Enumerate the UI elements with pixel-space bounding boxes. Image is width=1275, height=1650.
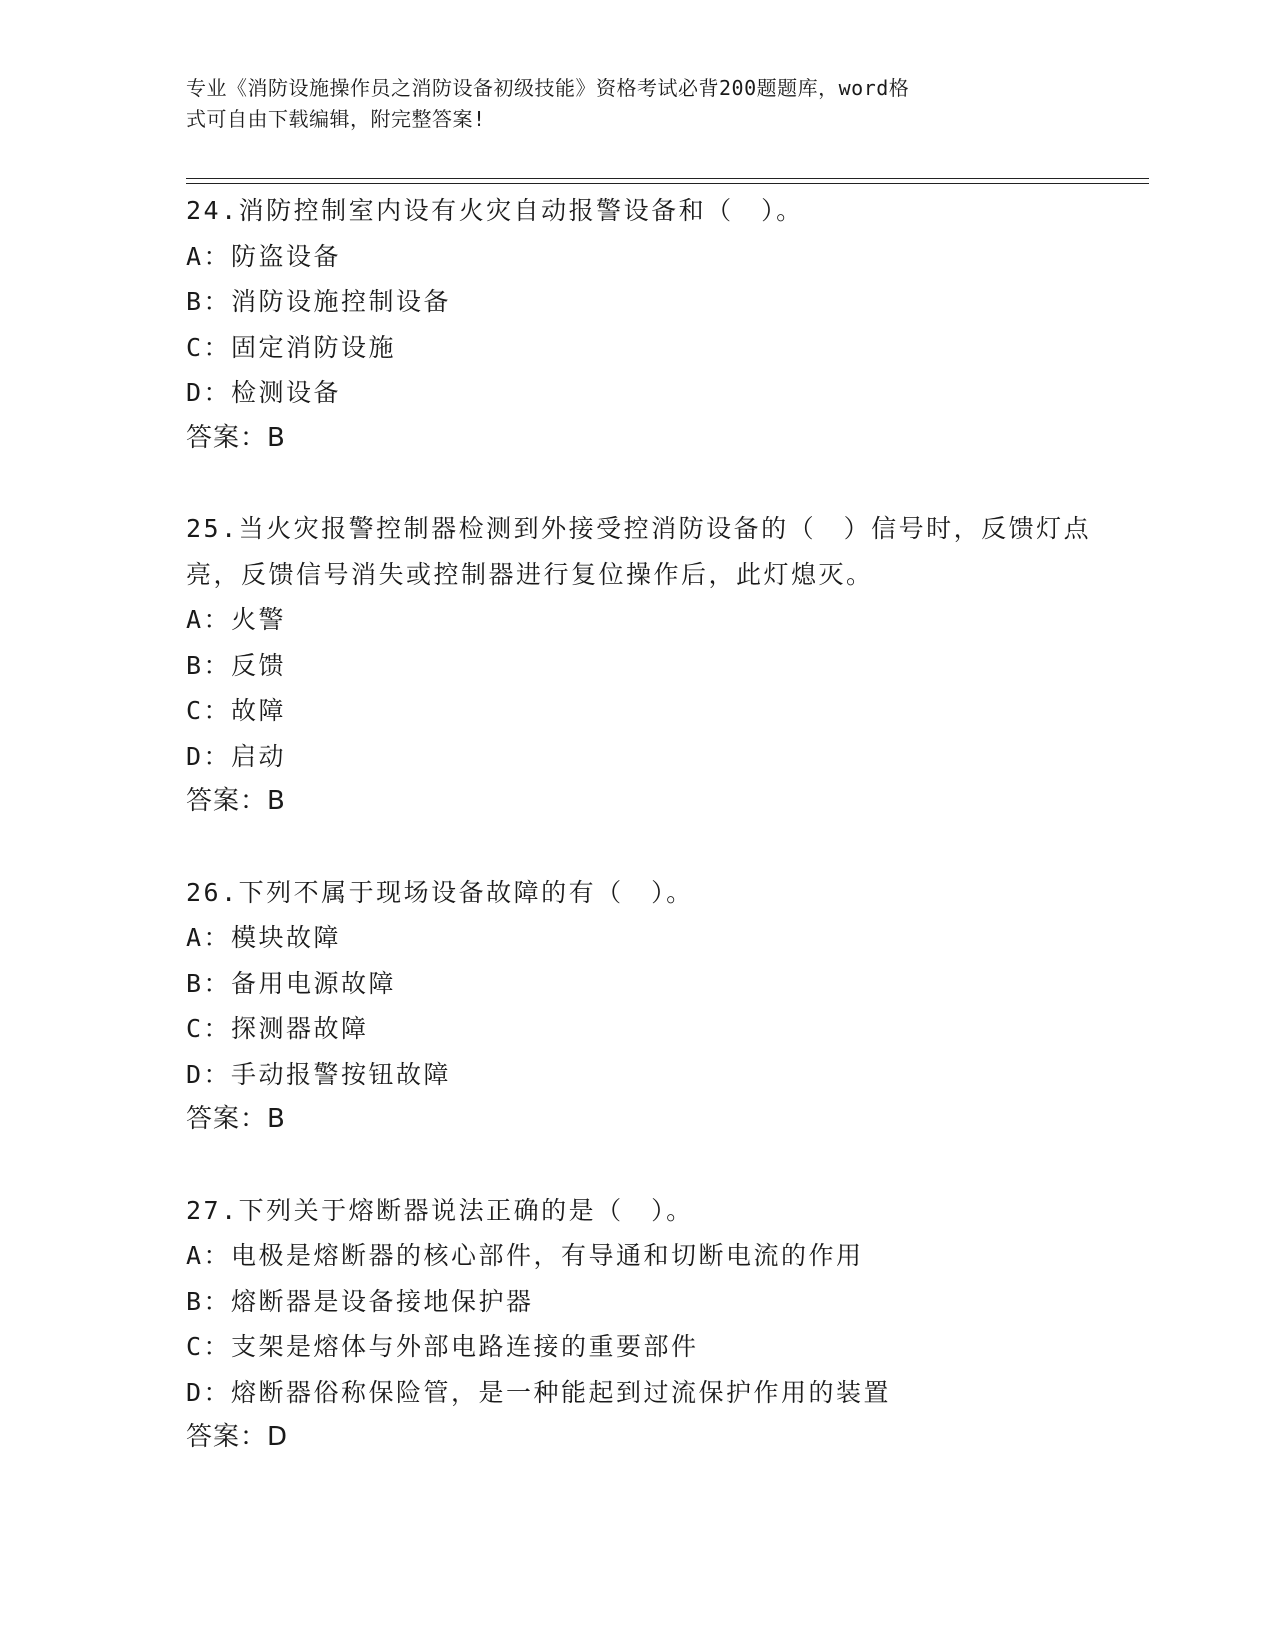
option-c: C：探测器故障: [186, 1014, 369, 1043]
option-d: D：熔断器俗称保险管，是一种能起到过流保护作用的装置: [186, 1377, 892, 1407]
answer-label: 答案：B: [186, 786, 286, 816]
question-list: [186, 188, 1126, 1506]
option-a: A：防盗设备: [186, 241, 342, 271]
answer-label: 答案：B: [186, 422, 286, 453]
question-26: [186, 870, 1126, 1143]
document-header: [186, 73, 1086, 135]
option-b: B：反馈: [186, 650, 287, 680]
option-d: D：启动: [186, 741, 287, 771]
question-stem: 24.消防控制室内设有火灾自动报警设备和（ ）。: [186, 196, 804, 225]
question-stem: 26.下列不属于现场设备故障的有（ ）。: [186, 877, 694, 907]
question-24: [186, 188, 1126, 461]
answer-label: 答案：B: [186, 1104, 286, 1134]
option-b: B：备用电源故障: [186, 968, 397, 998]
question-stem: 25.当火灾报警控制器检测到外接受控消防设备的（ ）信号时，反馈灯点亮，反馈信号消失或控制器进行复位操作后，此灯熄灭。: [186, 514, 1092, 589]
option-b: B：熔断器是设备接地保护器: [186, 1286, 534, 1316]
option-c: C：固定消防设施: [186, 332, 397, 362]
header-line-2: 式可自由下载编辑，附完整答案!: [186, 107, 486, 131]
option-a: A：电极是熔断器的核心部件，有导通和切断电流的作用: [186, 1241, 864, 1270]
option-a: A：模块故障: [186, 923, 342, 952]
header-divider-bottom: [186, 183, 1149, 184]
option-d: D：手动报警按钮故障: [186, 1059, 452, 1089]
option-d: D：检测设备: [186, 378, 342, 407]
option-a: A：火警: [186, 605, 287, 634]
answer-label: 答案：D: [186, 1422, 289, 1452]
option-b: B：消防设施控制设备: [186, 287, 452, 316]
question-stem: 27.下列关于熔断器说法正确的是（ ）。: [186, 1195, 694, 1225]
question-25: [186, 506, 1126, 825]
header-divider-top: [186, 178, 1149, 179]
option-c: C：故障: [186, 696, 287, 725]
option-c: C：支架是熔体与外部电路连接的重要部件: [186, 1332, 699, 1361]
header-line-1: 专业《消防设施操作员之消防设备初级技能》资格考试必背200题题库，word格: [186, 76, 910, 100]
question-27: [186, 1188, 1126, 1461]
